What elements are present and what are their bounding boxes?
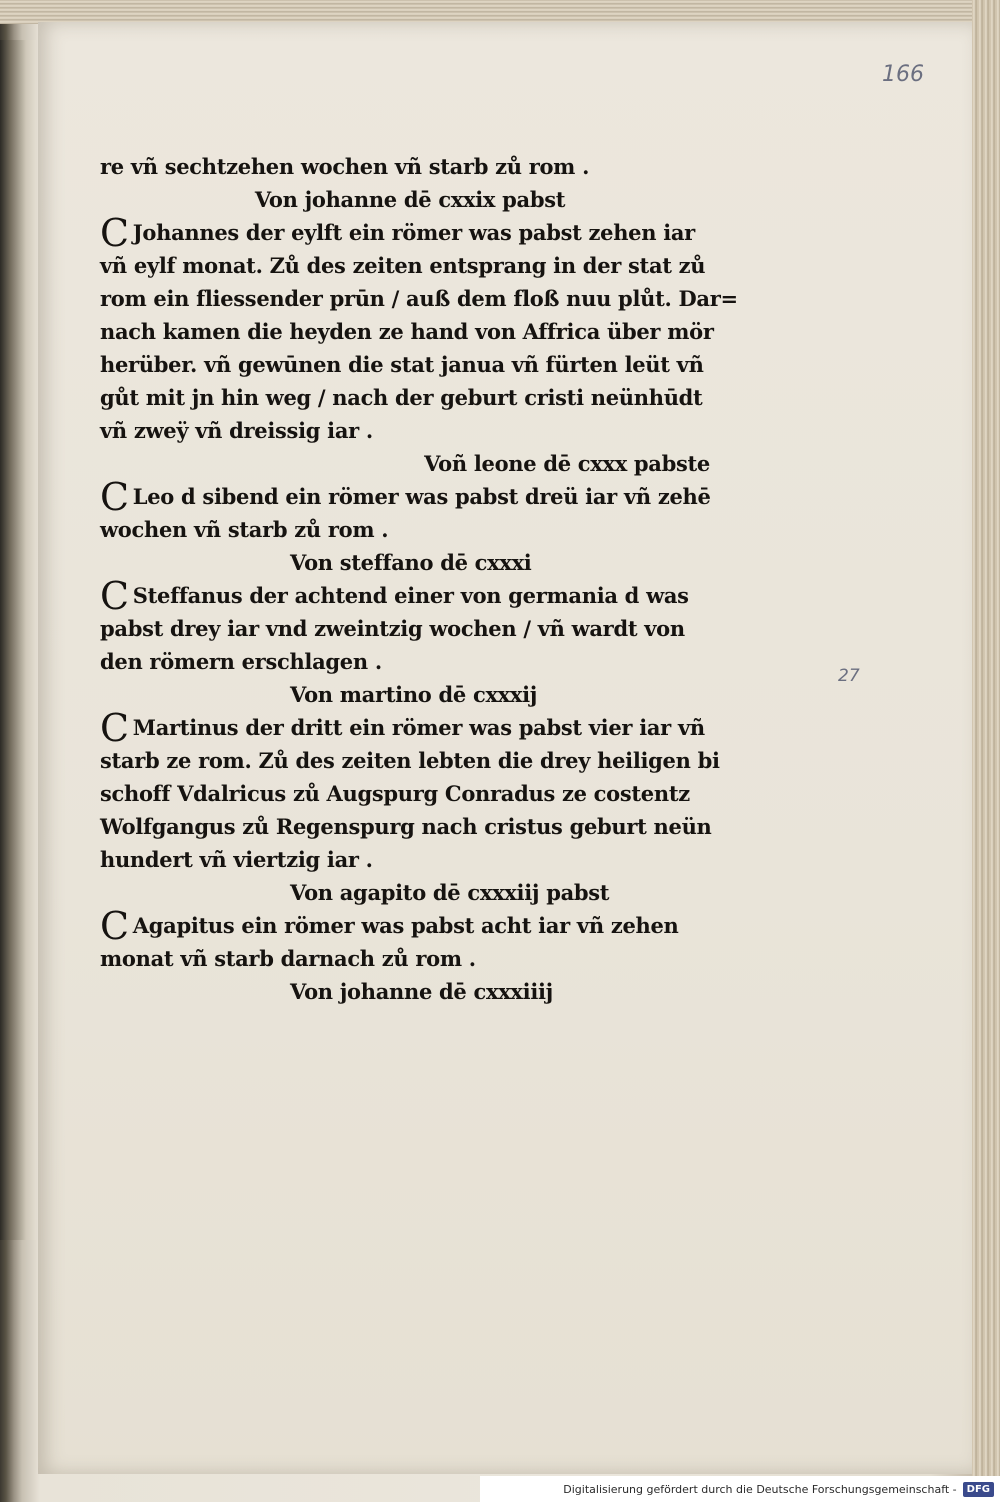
line-text: vñ zweÿ vñ dreissig iar . (100, 418, 373, 443)
initial-letter: C (100, 904, 129, 948)
line-text: Martinus der dritt ein römer was pabst vier iar vñ (132, 715, 705, 740)
text-line (100, 612, 720, 645)
text-line (100, 315, 720, 348)
line-text: vñ eylf monat. Zů des zeiten entsprang in der stat zů (100, 253, 706, 278)
line-text: den römern erschlagen . (100, 649, 382, 674)
text-line (100, 381, 720, 414)
initial-letter: C (100, 706, 129, 750)
text-line (100, 843, 720, 876)
line-text: Voñ leone dē cxxx pabste (424, 451, 710, 476)
text-line (100, 574, 720, 618)
line-text: Wolfgangus zů Regenspurg nach cristus geburt neün (100, 814, 712, 839)
line-text: Johannes der eylft ein römer was pabst zehen iar (132, 220, 695, 245)
text-line (100, 904, 720, 948)
initial-letter: C (100, 574, 129, 618)
section-heading (100, 447, 720, 480)
line-text: Von steffano dē cxxxi (290, 550, 532, 575)
section-heading (100, 975, 720, 1008)
text-line (100, 942, 720, 975)
line-text: nach kamen die heyden ze hand von Affrica über mör (100, 319, 714, 344)
text-line (100, 744, 720, 777)
text-line (100, 211, 720, 255)
dfg-logo-icon: DFG (963, 1482, 994, 1497)
line-text: Agapitus ein römer was pabst acht iar vñ zehen (132, 913, 679, 938)
line-text: Von johanne dē cxxix pabst (254, 187, 566, 212)
page-stack-right (972, 0, 1000, 1502)
text-line (100, 150, 720, 183)
initial-letter: C (100, 475, 129, 519)
section-heading (100, 183, 720, 216)
line-text: herüber. vñ gewūnen die stat janua vñ fürten leüt vñ (100, 352, 704, 377)
line-text: Von agapito dē cxxxiij pabst (290, 880, 610, 905)
section-heading (100, 546, 720, 579)
text-line (100, 706, 720, 750)
text-line (100, 777, 720, 810)
line-text: wochen vñ starb zů rom . (100, 517, 389, 542)
line-text: starb ze rom. Zů des zeiten lebten die drey heiligen bi (100, 748, 720, 773)
text-line (100, 414, 720, 447)
section-heading (100, 876, 720, 909)
line-text: schoff Vdalricus zů Augspurg Conradus ze costentz (100, 781, 690, 806)
main-text-block (100, 150, 738, 1008)
line-text: monat vñ starb darnach zů rom . (100, 946, 476, 971)
folio-number: 166 (882, 62, 924, 87)
initial-letter: C (100, 211, 129, 255)
text-line (100, 249, 720, 282)
line-text: Leo d sibend ein römer was pabst dreü iar vñ zehē (132, 484, 711, 509)
line-text: pabst drey iar vnd zweintzig wochen / vñ wardt von (100, 616, 685, 641)
text-line (100, 513, 720, 546)
line-text: Von johanne dē cxxxiiij (290, 979, 553, 1004)
line-text: Steffanus der achtend einer von germania d was (132, 583, 689, 608)
line-text: hundert vñ viertzig iar . (100, 847, 373, 872)
section-heading (100, 678, 720, 711)
margin-note: 27 (838, 666, 860, 686)
footer-credit: Digitalisierung gefördert durch die Deutsche Forschungsgemeinschaft - (563, 1482, 957, 1496)
line-text: rom ein fliessender prūn / auß dem floß nuu plůt. Dar= (100, 286, 738, 311)
footer-bar (480, 1476, 1000, 1502)
text-line (100, 810, 720, 843)
facing-page-edge (0, 40, 36, 1240)
line-text: gůt mit jn hin weg / nach der geburt cristi neünhūdt (100, 385, 703, 410)
text-line (100, 348, 720, 381)
text-line (100, 475, 720, 519)
page-stack-top (0, 0, 1000, 24)
line-text: Von martino dē cxxxij (290, 682, 538, 707)
text-line (100, 645, 720, 678)
text-line (100, 282, 738, 315)
line-text: re vñ sechtzehen wochen vñ starb zů rom . (100, 154, 590, 179)
